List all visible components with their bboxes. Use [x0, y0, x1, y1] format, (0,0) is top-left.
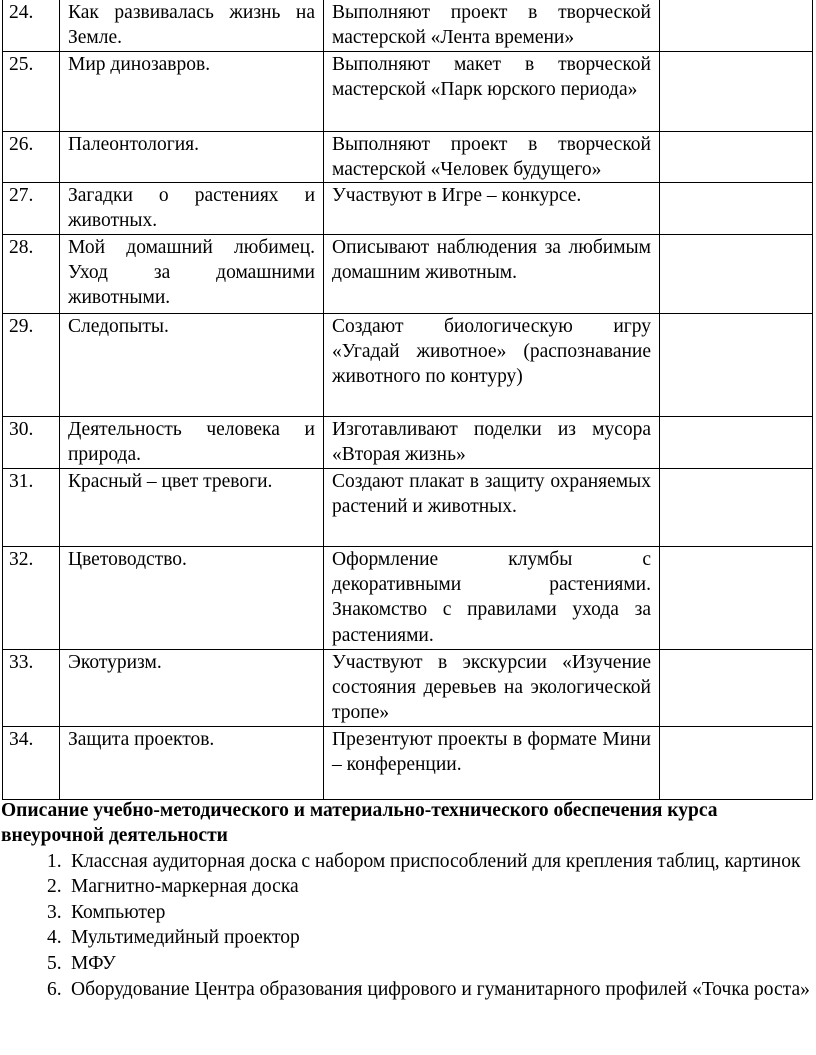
lesson-topic: Деятельность человека и природа.	[60, 416, 324, 468]
empty-cell	[660, 649, 813, 726]
lesson-activity: Участвуют в Игре – конкурсе.	[324, 183, 660, 235]
lesson-topic: Следопыты.	[60, 313, 324, 416]
lesson-number: 24.	[3, 0, 60, 51]
lesson-number: 32.	[3, 546, 60, 649]
table-row	[3, 416, 813, 468]
table-row	[3, 649, 813, 726]
empty-cell	[660, 131, 813, 183]
list-item	[1, 874, 815, 900]
lesson-activity: Изготавливают поделки из мусора «Вторая жизнь»	[324, 416, 660, 468]
item-number: 3.	[47, 901, 62, 923]
lesson-topic: Мир динозавров.	[60, 51, 324, 131]
lesson-activity: Презентуют проекты в формате Мини – конференции.	[324, 726, 660, 799]
lesson-topic: Как развивалась жизнь на Земле.	[60, 0, 324, 51]
lesson-activity: Выполняют проект в творческой мастерской «Лента времени»	[324, 0, 660, 51]
empty-cell	[660, 468, 813, 546]
table-row	[3, 234, 813, 313]
table-row	[3, 546, 813, 649]
empty-cell	[660, 546, 813, 649]
item-number: 2.	[47, 876, 62, 898]
lesson-topic: Палеонтология.	[60, 131, 324, 183]
empty-cell	[660, 313, 813, 416]
lesson-activity: Создают биологическую игру «Угадай животное» (распознавание животного по контуру)	[324, 313, 660, 416]
materials-section	[1, 798, 815, 1002]
lesson-activity: Выполняют макет в творческой мастерской «Парк юрского периода»	[324, 51, 660, 131]
lesson-activity: Описывают наблюдения за любимым домашним животным.	[324, 234, 660, 313]
equipment-list	[1, 849, 815, 1003]
table-row	[3, 0, 813, 51]
table-row	[3, 51, 813, 131]
lesson-topic: Мой домашний любимец. Уход за домашними животными.	[60, 234, 324, 313]
list-item	[1, 849, 815, 875]
lesson-topic: Загадки о растениях и животных.	[60, 183, 324, 235]
item-text: Мультимедийный проектор	[71, 927, 300, 949]
lesson-plan-table	[2, 0, 813, 800]
item-number: 1.	[47, 850, 62, 872]
lesson-number: 25.	[3, 51, 60, 131]
empty-cell	[660, 51, 813, 131]
item-text: Магнитно-маркерная доска	[71, 876, 299, 898]
lesson-topic: Защита проектов.	[60, 726, 324, 799]
lesson-number: 30.	[3, 416, 60, 468]
item-text: Классная аудиторная доска с набором приспособлений для крепления таблиц, картинок	[71, 850, 801, 872]
lesson-topic: Цветоводство.	[60, 546, 324, 649]
item-text: Компьютер	[71, 901, 166, 923]
section-heading: Описание учебно-методического и материально-технического обеспечения курса внеурочной деятельности	[1, 800, 718, 847]
item-number: 5.	[47, 952, 62, 974]
lesson-activity: Участвуют в экскурсии «Изучение состояния деревьев на экологической тропе»	[324, 649, 660, 726]
empty-cell	[660, 234, 813, 313]
table-row	[3, 468, 813, 546]
table-row	[3, 183, 813, 235]
item-text: МФУ	[71, 952, 116, 974]
list-item	[1, 977, 815, 1003]
empty-cell	[660, 0, 813, 51]
item-number: 4.	[47, 927, 62, 949]
table-row	[3, 313, 813, 416]
lesson-number: 31.	[3, 468, 60, 546]
lesson-number: 27.	[3, 183, 60, 235]
list-item	[1, 951, 815, 977]
empty-cell	[660, 726, 813, 799]
list-item	[1, 925, 815, 951]
lesson-activity: Оформление клумбы с декоративными растениями. Знакомство с правилами ухода за растениями.	[324, 546, 660, 649]
empty-cell	[660, 183, 813, 235]
table-row	[3, 726, 813, 799]
lesson-number: 33.	[3, 649, 60, 726]
lesson-topic: Экотуризм.	[60, 649, 324, 726]
lesson-number: 29.	[3, 313, 60, 416]
lesson-number: 26.	[3, 131, 60, 183]
lesson-activity: Создают плакат в защиту охраняемых растений и животных.	[324, 468, 660, 546]
item-text: Оборудование Центра образования цифрового и гуманитарного профилей «Точка роста»	[71, 978, 810, 1000]
lesson-activity: Выполняют проект в творческой мастерской «Человек будущего»	[324, 131, 660, 183]
table-row	[3, 131, 813, 183]
lesson-number: 28.	[3, 234, 60, 313]
item-number: 6.	[47, 978, 62, 1000]
lesson-topic: Красный – цвет тревоги.	[60, 468, 324, 546]
empty-cell	[660, 416, 813, 468]
lesson-number: 34.	[3, 726, 60, 799]
list-item	[1, 900, 815, 926]
